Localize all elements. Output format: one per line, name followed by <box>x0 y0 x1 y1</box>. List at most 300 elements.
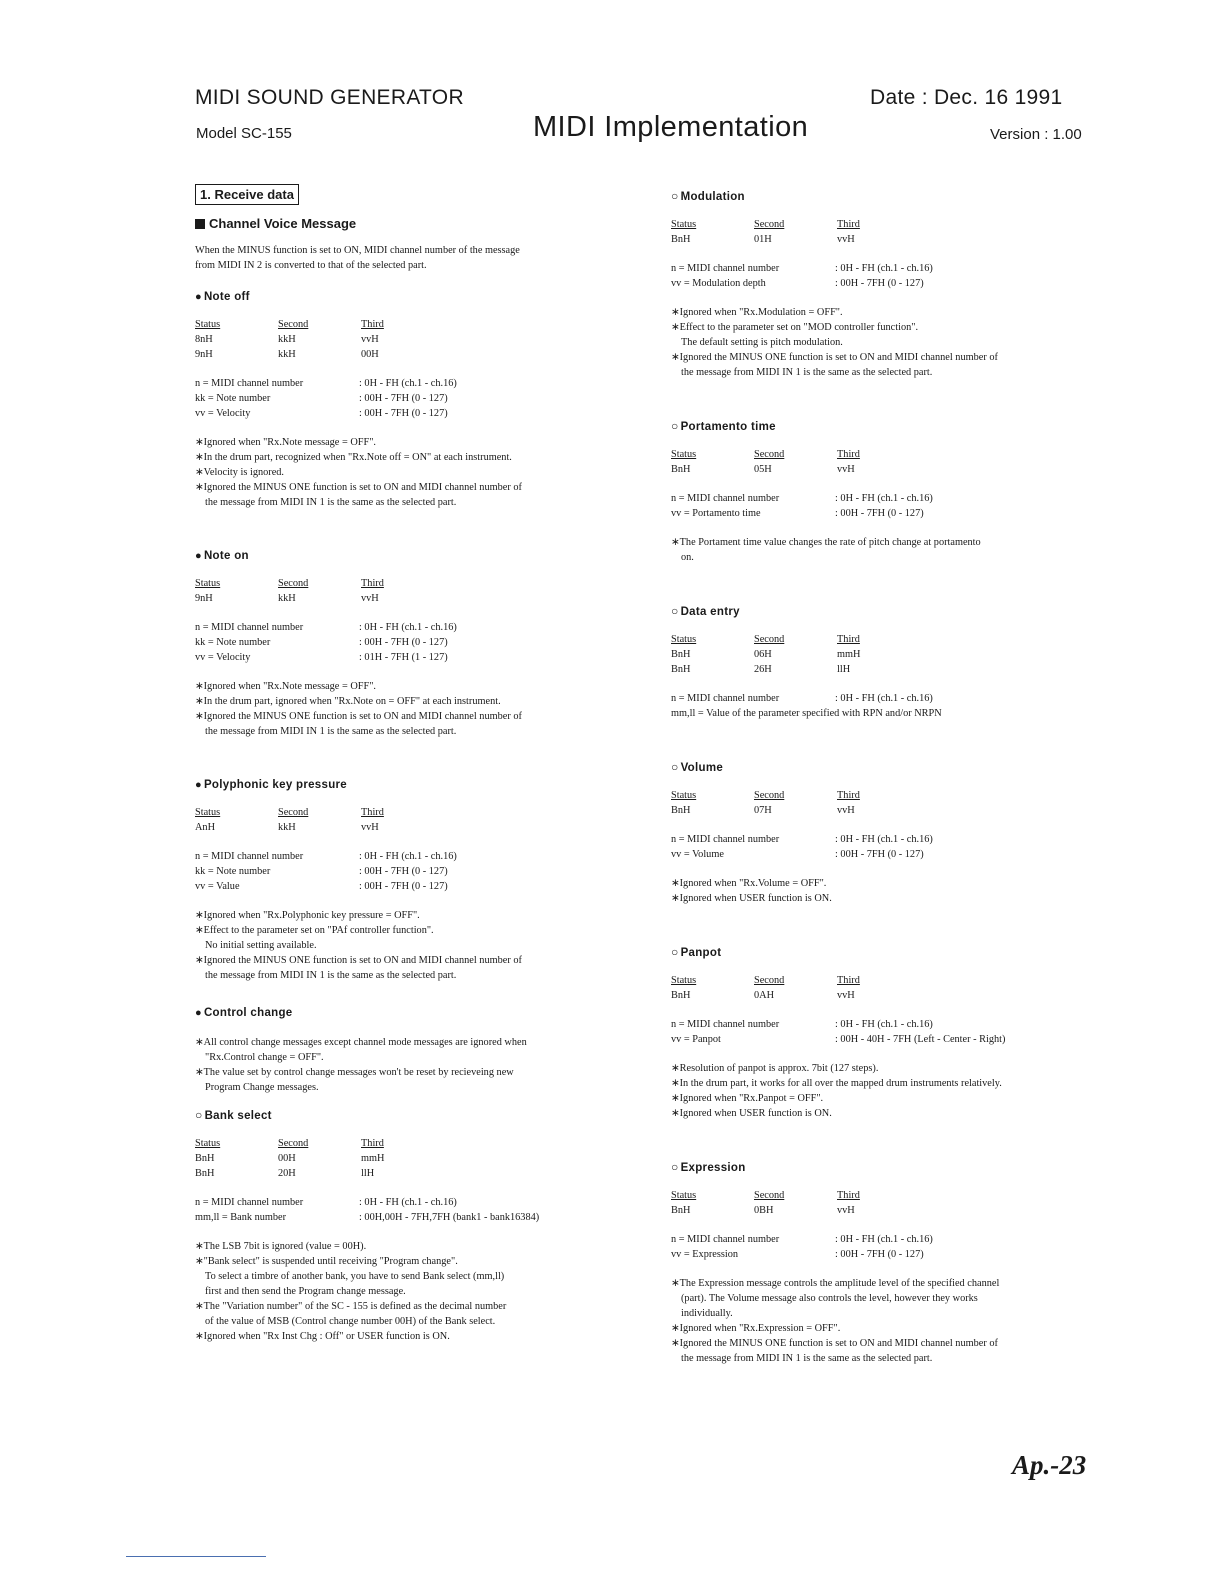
table-header-cell: Status <box>671 975 697 986</box>
table-header-cell: Status <box>195 1138 221 1149</box>
note-line: ∗Ignored the MINUS ONE function is set to ON and MIDI channel number of <box>671 352 998 363</box>
table-header-cell: Third <box>361 807 384 818</box>
table-header-cell: Third <box>837 975 860 986</box>
definition-term: vv = Modulation depth <box>671 278 766 289</box>
open-circle-icon: ○ <box>671 419 679 433</box>
definition-list <box>671 491 1099 521</box>
definition-row <box>671 832 1099 847</box>
block-title <box>195 289 635 305</box>
table-header-cell: Status <box>671 790 697 801</box>
table-row <box>195 332 635 347</box>
table-header-cell: Second <box>278 1138 309 1149</box>
block-title-text: Note on <box>203 550 249 562</box>
table-header-cell: Status <box>671 1190 697 1201</box>
notes-list <box>671 876 1099 906</box>
message-block <box>671 418 1099 587</box>
table-header-cell: Second <box>754 449 785 460</box>
block-spacer <box>195 739 635 761</box>
definition-row <box>671 261 1099 276</box>
table-row <box>195 591 635 606</box>
note-item <box>671 1061 1099 1076</box>
table-header-cell: Status <box>671 449 697 460</box>
block-title-text: Panpot <box>680 947 722 959</box>
definition-row <box>671 847 1099 862</box>
note-line: the message from MIDI IN 1 is the same as the selected part. <box>681 367 933 378</box>
definition-range: : 00H - 7FH (0 - 127) <box>359 881 448 892</box>
definition-row <box>195 879 635 894</box>
table-cell: llH <box>361 1168 375 1179</box>
note-item <box>195 1299 635 1329</box>
version-label: Version : 1.00 <box>990 126 1082 143</box>
table-cell: 8nH <box>195 334 213 345</box>
document-title: MIDI Implementation <box>533 111 809 143</box>
definition-term: n = MIDI channel number <box>671 693 780 704</box>
table-header-cell: Status <box>195 578 221 589</box>
table-cell: BnH <box>671 464 691 475</box>
note-line: ∗The LSB 7bit is ignored (value = 00H). <box>195 1241 367 1252</box>
notes-list <box>671 1061 1099 1121</box>
definition-range: : 0H - FH (ch.1 - ch.16) <box>835 1234 933 1245</box>
definition-term: n = MIDI channel number <box>195 1197 304 1208</box>
status-table <box>671 447 1099 477</box>
definition-range: : 00H - 7FH (0 - 127) <box>835 849 924 860</box>
table-header-row <box>195 805 635 820</box>
note-line: the message from MIDI IN 1 is the same as the selected part. <box>205 726 457 737</box>
definition-row <box>671 691 1099 706</box>
definition-row <box>671 506 1099 521</box>
open-circle-icon: ○ <box>671 1160 679 1174</box>
note-item <box>671 320 1099 350</box>
definition-term: n = MIDI channel number <box>195 378 304 389</box>
definition-row <box>195 635 635 650</box>
table-header-cell: Third <box>361 578 384 589</box>
table-cell: vvH <box>837 1205 855 1216</box>
table-header-cell: Third <box>837 634 860 645</box>
definition-term: vv = Expression <box>671 1249 739 1260</box>
table-cell: vvH <box>837 805 855 816</box>
left-column <box>195 178 635 1344</box>
filled-dot-icon: ● <box>195 550 202 562</box>
right-message-blocks <box>671 188 1099 1388</box>
note-line: ∗Ignored the MINUS ONE function is set to ON and MIDI channel number of <box>195 955 522 966</box>
notes-list <box>671 305 1099 380</box>
table-cell: kkH <box>278 593 296 604</box>
table-cell: kkH <box>278 334 296 345</box>
definition-row <box>671 1032 1099 1047</box>
definition-range: : 0H - FH (ch.1 - ch.16) <box>835 493 933 504</box>
definition-range: : 0H - FH (ch.1 - ch.16) <box>359 378 457 389</box>
note-item <box>195 953 635 983</box>
message-block <box>195 1107 635 1344</box>
definition-term: vv = Value <box>195 881 240 892</box>
table-header-cell: Second <box>278 578 309 589</box>
block-title-text: Polyphonic key pressure <box>203 779 347 791</box>
note-item <box>671 1336 1099 1366</box>
note-item <box>671 350 1099 380</box>
definition-range: : 00H - 7FH (0 - 127) <box>359 866 448 877</box>
block-title-text: Portamento time <box>680 421 776 433</box>
note-line: ∗Ignored when USER function is ON. <box>671 893 832 904</box>
table-cell: vvH <box>837 464 855 475</box>
note-item <box>671 876 1099 891</box>
note-line: ∗Resolution of panpot is approx. 7bit (127 steps). <box>671 1063 879 1074</box>
table-header-cell: Status <box>195 807 221 818</box>
note-line: ∗The Portament time value changes the rate of pitch change at portamento <box>671 537 981 548</box>
definition-range: : 00H - 7FH (0 - 127) <box>835 278 924 289</box>
table-cell: 05H <box>754 464 772 475</box>
note-line: "Rx.Control change = OFF". <box>205 1052 324 1063</box>
message-block <box>195 777 635 1005</box>
block-title <box>671 759 1099 776</box>
notes-list <box>195 435 635 510</box>
block-title <box>195 1107 635 1124</box>
table-cell: 26H <box>754 664 772 675</box>
definition-range: : 00H - 7FH (0 - 127) <box>835 1249 924 1260</box>
table-header-cell: Status <box>195 319 221 330</box>
date-label: Date : Dec. 16 1991 <box>870 86 1063 109</box>
note-line: the message from MIDI IN 1 is the same as the selected part. <box>205 497 457 508</box>
table-row <box>195 1151 635 1166</box>
note-line: ∗Ignored the MINUS ONE function is set to ON and MIDI channel number of <box>671 1338 998 1349</box>
definition-list <box>195 620 635 665</box>
note-line: ∗All control change messages except channel mode messages are ignored when <box>195 1037 527 1048</box>
block-title <box>195 548 635 564</box>
table-header-cell: Second <box>754 975 785 986</box>
table-cell: BnH <box>671 649 691 660</box>
note-item <box>195 1329 635 1344</box>
table-header-cell: Third <box>837 219 860 230</box>
table-cell: BnH <box>671 805 691 816</box>
definition-list <box>195 376 635 421</box>
definition-range: : 0H - FH (ch.1 - ch.16) <box>835 263 933 274</box>
table-header-cell: Third <box>837 449 860 460</box>
notes-list <box>195 1035 635 1095</box>
block-title-text: Modulation <box>680 191 745 203</box>
block-title <box>195 1005 635 1021</box>
definition-list <box>671 261 1099 291</box>
definition-term: n = MIDI channel number <box>195 851 304 862</box>
table-row <box>195 1166 635 1181</box>
note-line: ∗Ignored when "Rx.Polyphonic key pressure = OFF". <box>195 910 420 921</box>
definition-row <box>195 1195 635 1210</box>
block-spacer <box>671 906 1099 928</box>
note-line: ∗In the drum part, recognized when "Rx.Note off = ON" at each instrument. <box>195 452 512 463</box>
table-header-cell: Third <box>361 319 384 330</box>
notes-list <box>195 908 635 983</box>
note-item <box>195 694 635 709</box>
notes-list <box>671 535 1099 565</box>
open-circle-icon: ○ <box>671 945 679 959</box>
block-title-text: Expression <box>680 1162 746 1174</box>
note-line: To select a timbre of another bank, you have to send Bank select (mm,ll) <box>205 1271 505 1282</box>
definition-term: kk = Note number <box>195 866 271 877</box>
block-spacer <box>195 983 635 1005</box>
note-line: ∗Ignored when "Rx.Volume = OFF". <box>671 878 827 889</box>
note-line: of the value of MSB (Control change number 00H) of the Bank select. <box>205 1316 496 1327</box>
definition-list <box>195 1195 635 1225</box>
definition-term: kk = Note number <box>195 637 271 648</box>
note-item <box>195 465 635 480</box>
definition-term: vv = Panpot <box>671 1034 721 1045</box>
table-header-cell: Second <box>754 790 785 801</box>
table-header-row <box>195 576 635 591</box>
table-cell: vvH <box>837 234 855 245</box>
status-table <box>671 217 1099 247</box>
definition-range: : 0H - FH (ch.1 - ch.16) <box>835 1019 933 1030</box>
note-item <box>671 1091 1099 1106</box>
definition-row <box>671 1247 1099 1262</box>
table-header-cell: Second <box>754 219 785 230</box>
block-spacer <box>671 1366 1099 1388</box>
note-item <box>195 435 635 450</box>
table-cell: 20H <box>278 1168 296 1179</box>
note-item <box>195 480 635 510</box>
page-number: Ap.-23 <box>1012 1450 1087 1480</box>
note-item <box>195 908 635 923</box>
note-item <box>195 450 635 465</box>
table-row <box>671 462 1099 477</box>
table-header-cell: Status <box>671 219 697 230</box>
definition-term: n = MIDI channel number <box>671 1234 780 1245</box>
note-line: first and then send the Program change message. <box>205 1286 406 1297</box>
filled-dot-icon: ● <box>195 291 202 303</box>
table-header-cell: Third <box>837 1190 860 1201</box>
definition-list <box>671 1232 1099 1262</box>
table-row <box>195 347 635 362</box>
block-spacer <box>671 721 1099 743</box>
notes-list <box>671 1276 1099 1366</box>
table-header-cell: Second <box>278 319 309 330</box>
note-item <box>671 305 1099 320</box>
definition-row <box>671 706 1099 721</box>
note-item <box>195 1254 635 1299</box>
definition-list <box>671 691 1099 721</box>
definition-row <box>195 864 635 879</box>
product-title: MIDI SOUND GENERATOR <box>195 86 464 109</box>
note-line: ∗Effect to the parameter set on "PAf controller function". <box>195 925 434 936</box>
definition-term: mm,ll = Bank number <box>195 1212 287 1223</box>
definition-row <box>195 391 635 406</box>
note-line: (part). The Volume message also controls the level, however they works <box>681 1293 978 1304</box>
definition-term: vv = Portamento time <box>671 508 761 519</box>
definition-term: vv = Volume <box>671 849 724 860</box>
table-cell: 9nH <box>195 593 213 604</box>
model-label: Model SC-155 <box>196 125 292 142</box>
left-message-blocks <box>195 289 635 1005</box>
note-line: the message from MIDI IN 1 is the same as the selected part. <box>681 1353 933 1364</box>
definition-term: n = MIDI channel number <box>671 1019 780 1030</box>
note-line: ∗Ignored when "Rx Inst Chg : Off" or USER function is ON. <box>195 1331 450 1342</box>
table-row <box>671 803 1099 818</box>
table-cell: vvH <box>361 822 379 833</box>
table-header-row <box>671 632 1099 647</box>
table-cell: BnH <box>671 234 691 245</box>
block-title-text: Volume <box>680 762 724 774</box>
note-item <box>195 1065 635 1095</box>
intro-paragraph: When the MINUS function is set to ON, MIDI channel number of the message from MIDI IN 2 is converted to that of the selected part. <box>195 245 520 271</box>
table-cell: 0BH <box>754 1205 774 1216</box>
note-line: ∗The Expression message controls the amplitude level of the specified channel <box>671 1278 1000 1289</box>
definition-range: : 0H - FH (ch.1 - ch.16) <box>835 834 933 845</box>
control-change-block <box>195 1005 635 1344</box>
square-bullet-icon <box>195 219 205 229</box>
note-line: ∗Ignored when "Rx.Note message = OFF". <box>195 437 376 448</box>
note-item <box>671 535 1099 565</box>
note-line: ∗The "Variation number" of the SC - 155 is defined as the decimal number <box>195 1301 507 1312</box>
definition-row <box>195 1210 635 1225</box>
table-cell: BnH <box>195 1153 215 1164</box>
table-cell: BnH <box>671 1205 691 1216</box>
definition-row <box>195 849 635 864</box>
note-item <box>195 1239 635 1254</box>
table-cell: llH <box>837 664 851 675</box>
definition-range: : 0H - FH (ch.1 - ch.16) <box>835 693 933 704</box>
note-line: ∗The value set by control change messages won't be reset by recieveing new <box>195 1067 514 1078</box>
definition-term: n = MIDI channel number <box>195 622 304 633</box>
note-line: ∗Ignored the MINUS ONE function is set to ON and MIDI channel number of <box>195 711 522 722</box>
table-cell: 07H <box>754 805 772 816</box>
definition-list <box>671 832 1099 862</box>
message-block <box>671 603 1099 743</box>
table-cell: mmH <box>361 1153 385 1164</box>
definition-range: : 01H - 7FH (1 - 127) <box>359 652 448 663</box>
note-item <box>671 891 1099 906</box>
definition-range: : 00H - 7FH (0 - 127) <box>835 508 924 519</box>
block-spacer <box>671 380 1099 402</box>
block-spacer <box>671 1121 1099 1143</box>
table-cell: vvH <box>361 334 379 345</box>
table-header-row <box>671 788 1099 803</box>
definition-range: : 0H - FH (ch.1 - ch.16) <box>359 1197 457 1208</box>
table-row <box>671 662 1099 677</box>
table-header-cell: Second <box>278 807 309 818</box>
block-title <box>195 777 635 793</box>
table-cell: 0AH <box>754 990 775 1001</box>
note-item <box>671 1076 1099 1091</box>
note-line: the message from MIDI IN 1 is the same as the selected part. <box>205 970 457 981</box>
table-cell: BnH <box>671 664 691 675</box>
definition-range: : 00H - 7FH (0 - 127) <box>359 393 448 404</box>
section-label: 1. Receive data <box>195 184 299 205</box>
status-table <box>195 576 635 606</box>
table-cell: kkH <box>278 822 296 833</box>
definition-row <box>195 650 635 665</box>
status-table <box>195 1136 635 1181</box>
note-line: ∗Ignored when USER function is ON. <box>671 1108 832 1119</box>
block-spacer <box>671 565 1099 587</box>
table-header-row <box>195 317 635 332</box>
message-block <box>671 759 1099 928</box>
note-item <box>195 709 635 739</box>
definition-range: : 00H - 7FH (0 - 127) <box>359 408 448 419</box>
message-block <box>671 944 1099 1143</box>
table-header-cell: Second <box>754 634 785 645</box>
block-title-text: Bank select <box>204 1110 272 1122</box>
note-item <box>195 679 635 694</box>
definition-term: vv = Velocity <box>195 408 251 419</box>
table-cell: BnH <box>195 1168 215 1179</box>
table-header-cell: Status <box>671 634 697 645</box>
definition-row <box>671 1017 1099 1032</box>
definition-term: n = MIDI channel number <box>671 493 780 504</box>
definition-range: : 0H - FH (ch.1 - ch.16) <box>359 851 457 862</box>
table-header-row <box>671 973 1099 988</box>
block-spacer <box>195 510 635 532</box>
table-cell: 01H <box>754 234 772 245</box>
definition-row <box>671 1232 1099 1247</box>
table-header-cell: Second <box>754 1190 785 1201</box>
block-title <box>671 188 1099 205</box>
definition-row <box>195 620 635 635</box>
table-header-row <box>671 217 1099 232</box>
table-header-row <box>671 1188 1099 1203</box>
table-cell: AnH <box>195 822 216 833</box>
note-line: Program Change messages. <box>205 1082 319 1093</box>
table-cell: 00H <box>361 349 379 360</box>
definition-term: vv = Velocity <box>195 652 251 663</box>
status-table <box>671 1188 1099 1218</box>
open-circle-icon: ○ <box>195 1108 203 1122</box>
message-block <box>671 188 1099 402</box>
table-row <box>671 988 1099 1003</box>
block-title <box>671 603 1099 620</box>
note-line: ∗"Bank select" is suspended until receiving "Program change". <box>195 1256 458 1267</box>
note-line: ∗Ignored when "Rx.Note message = OFF". <box>195 681 376 692</box>
right-column <box>671 178 1099 1388</box>
definition-term: n = MIDI channel number <box>671 263 780 274</box>
block-title <box>671 944 1099 961</box>
definition-range: : 00H,00H - 7FH,7FH (bank1 - bank16384) <box>359 1212 540 1223</box>
note-line: The default setting is pitch modulation. <box>681 337 843 348</box>
note-line: on. <box>681 552 694 563</box>
table-header-cell: Third <box>361 1138 384 1149</box>
subsection-title: Channel Voice Message <box>195 215 635 233</box>
notes-list <box>195 679 635 739</box>
notes-list <box>195 1239 635 1344</box>
block-title-text: Note off <box>203 291 250 303</box>
note-item <box>671 1321 1099 1336</box>
table-header-row <box>671 447 1099 462</box>
status-table <box>195 317 635 362</box>
table-cell: kkH <box>278 349 296 360</box>
table-row <box>195 820 635 835</box>
table-cell: 06H <box>754 649 772 660</box>
open-circle-icon: ○ <box>671 189 679 203</box>
block-title-text: Control change <box>203 1007 293 1019</box>
note-item <box>671 1276 1099 1321</box>
open-circle-icon: ○ <box>671 604 679 618</box>
table-header-row <box>195 1136 635 1151</box>
note-line: ∗In the drum part, ignored when "Rx.Note on = OFF" at each instrument. <box>195 696 501 707</box>
table-row <box>671 647 1099 662</box>
definition-row <box>195 376 635 391</box>
status-table <box>671 632 1099 677</box>
status-table <box>195 805 635 835</box>
note-line: ∗In the drum part, it works for all over the mapped drum instruments relatively. <box>671 1078 1002 1089</box>
note-line: ∗Velocity is ignored. <box>195 467 284 478</box>
definition-term: kk = Note number <box>195 393 271 404</box>
status-table <box>671 788 1099 818</box>
definition-term: mm,ll = Value of the parameter specified with RPN and/or NRPN <box>671 708 942 719</box>
open-circle-icon: ○ <box>671 760 679 774</box>
table-row <box>671 232 1099 247</box>
filled-dot-icon: ● <box>195 1007 202 1019</box>
definition-term: n = MIDI channel number <box>671 834 780 845</box>
definition-range: : 0H - FH (ch.1 - ch.16) <box>359 622 457 633</box>
definition-row <box>671 491 1099 506</box>
message-block <box>195 548 635 761</box>
note-line: ∗Ignored when "Rx.Expression = OFF". <box>671 1323 841 1334</box>
